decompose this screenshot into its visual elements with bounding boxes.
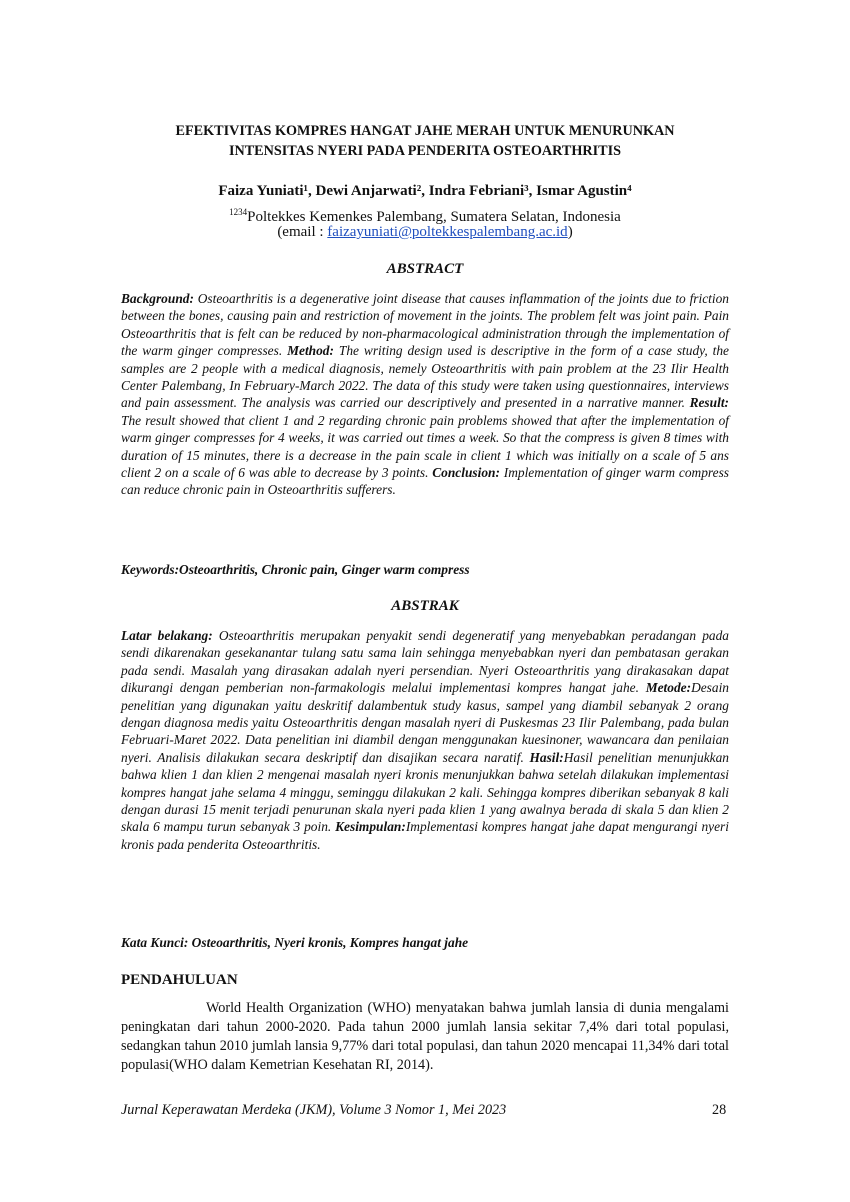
abstrak-keywords: Kata Kunci: Osteoarthritis, Nyeri kronis, Kompres hangat jahe (121, 935, 469, 950)
abstract-body (121, 290, 729, 499)
email-link[interactable]: faizayuniati@poltekkespalembang.ac.id (327, 224, 568, 240)
abstrak-latar-label: Latar belakang: (121, 628, 213, 643)
abstrak-metode-text: Desain penelitian yang digunakan yaitu deskritif dalambentuk study kasus, sampel yang diambil sebanyak 2 orang dengan diagnosa medis yaitu Osteoarthritis dengan masalah nyeri di Puskesmas 23 Ilir Palembang, pada bulan Februari-Maret 2022. Data penelitian ini diambil dengan menggunakan kuesinoner, wawancara dan penilaian nyeri. Analisis dilakukan secara deskriptif dan disajikan secara naratif. (121, 680, 729, 765)
intro-text: World Health Organization (WHO) menyatakan bahwa jumlah lansia di dunia mengalami peningkatan dari tahun 2000-2020. Pada tahun 2000 jumlah lansia sekitar 7,4% dari total populasi, sedangkan tahun 2010 jumlah lansia 9,77% dari total populasi, dan tahun 2020 mencapai 11,34% dari total populasi(WHO dalam Kemetrian Kesehatan RI, 2014). (121, 1000, 729, 1073)
abstract-heading: ABSTRACT (386, 261, 464, 277)
affiliation-text: Poltekkes Kemenkes Palembang, Sumatera Selatan, Indonesia (247, 209, 621, 225)
abstract-method-label: Method: (287, 343, 334, 359)
abstrak-kesimpulan-text: Implementasi kompres hangat jahe dapat mengurangi nyeri kronis pada penderita Osteoarthritis. (121, 819, 729, 852)
intro-paragraph (121, 999, 729, 1075)
abstrak-hasil-label: Hasil: (529, 749, 564, 765)
email-suffix: ) (567, 224, 573, 240)
intro-heading: PENDAHULUAN (121, 972, 238, 988)
abstract-conclusion-label: Conclusion: (432, 465, 500, 481)
title-line-1: EFEKTIVITAS KOMPRES HANGAT JAHE MERAH UNTUK MENURUNKAN (175, 123, 675, 139)
affiliation-superscript: 1234 (229, 207, 248, 217)
abstract-result-text: The result showed that client 1 and 2 regarding chronic pain problems showed that after the implementation of warm ginger compresses for 4 weeks, it was carried out times a week. So that the compress is given 8 times with duration of 15 minutes, there is a decrease in the pain scale in client 1 which was initially on a scale of 5 ans client 2 on a scale of 6 was able to decrease by 3 points. (121, 412, 729, 481)
abstract-conclusion-text: Implementation of ginger warm compress can reduce chronic pain in Osteoarthritis sufferers. (121, 465, 729, 498)
author-list: Faiza Yuniati¹, Dewi Anjarwati², Indra Febriani³, Ismar Agustin⁴ (218, 183, 632, 199)
abstrak-kesimpulan-label: Kesimpulan: (335, 819, 406, 835)
abstract-background-label: Background: (121, 291, 194, 306)
abstract-method-text: The writing design used is descriptive in the form of a case study, the samples are 2 people with a medical diagnosis, nemely Osteoarthritis with pain problem at the 23 Ilir Health Center Palembang, In February-March 2022. The data of this study were taken using questionnaires, interviews and pain assessment. The analysis was carried our descriptively and presented in a narrative manner. (121, 343, 729, 411)
abstract-background-text: Osteoarthritis is a degenerative joint disease that causes inflammation of the joints due to friction between the bones, causing pain and restriction of movement in the joints. The problem felt was joint pain. Pain Osteoarthritis that is felt can be reduced by non-pharmacological administration through the implementation of the warm ginger compresses. (121, 291, 729, 359)
email-line (121, 222, 729, 242)
abstrak-metode-label: Metode: (645, 680, 692, 696)
paper-title (121, 121, 729, 161)
abstract-keywords: Keywords:Osteoarthritis, Chronic pain, Ginger warm compress (121, 562, 470, 577)
abstrak-latar-text: Osteoarthritis merupakan penyakit sendi degeneratif yang menyebabkan peradangan pada sendi dikarenakan gesekanantar tulang satu sama lain sehingga menyebabkan nyeri dan pembatasan gerakan pada sendi. Masalah yang dirasakan adalah nyeri persendian. Nyeri Osteoarthritis yang dirakasakan dapat dikurangi dengan pemberian non-farmakologis melalui implementasi kompres hangat jahe. (121, 628, 729, 696)
abstrak-heading: ABSTRAK (391, 598, 459, 614)
abstrak-hasil-text: Hasil penelitian menunjukkan bahwa klien 1 dan klien 2 mengenai masalah nyeri kronis menunjukkan bahwa setelah dilakukan implementasi kompres hangat jahe selama 4 minggu, seminggu dilakukan 2 kali. Sehingga kompres diberikan sebanyak 8 kali dengan durasi 15 menit terjadi penurunan skala nyeri pada klien 1 yang awalnya berada di skala 5 dan klien 2 skala 6 mampu turun sebanyak 3 poin. (121, 749, 729, 835)
title-line-2: INTENSITAS NYERI PADA PENDERITA OSTEOARTHRITIS (228, 143, 622, 159)
page-number: 28 (712, 1102, 727, 1118)
footer-journal: Jurnal Keperawatan Merdeka (JKM), Volume 3 Nomor 1, Mei 2023 (121, 1102, 507, 1118)
email-prefix: (email : (277, 224, 328, 240)
abstrak-body (121, 627, 729, 853)
abstract-result-label: Result: (689, 395, 729, 411)
